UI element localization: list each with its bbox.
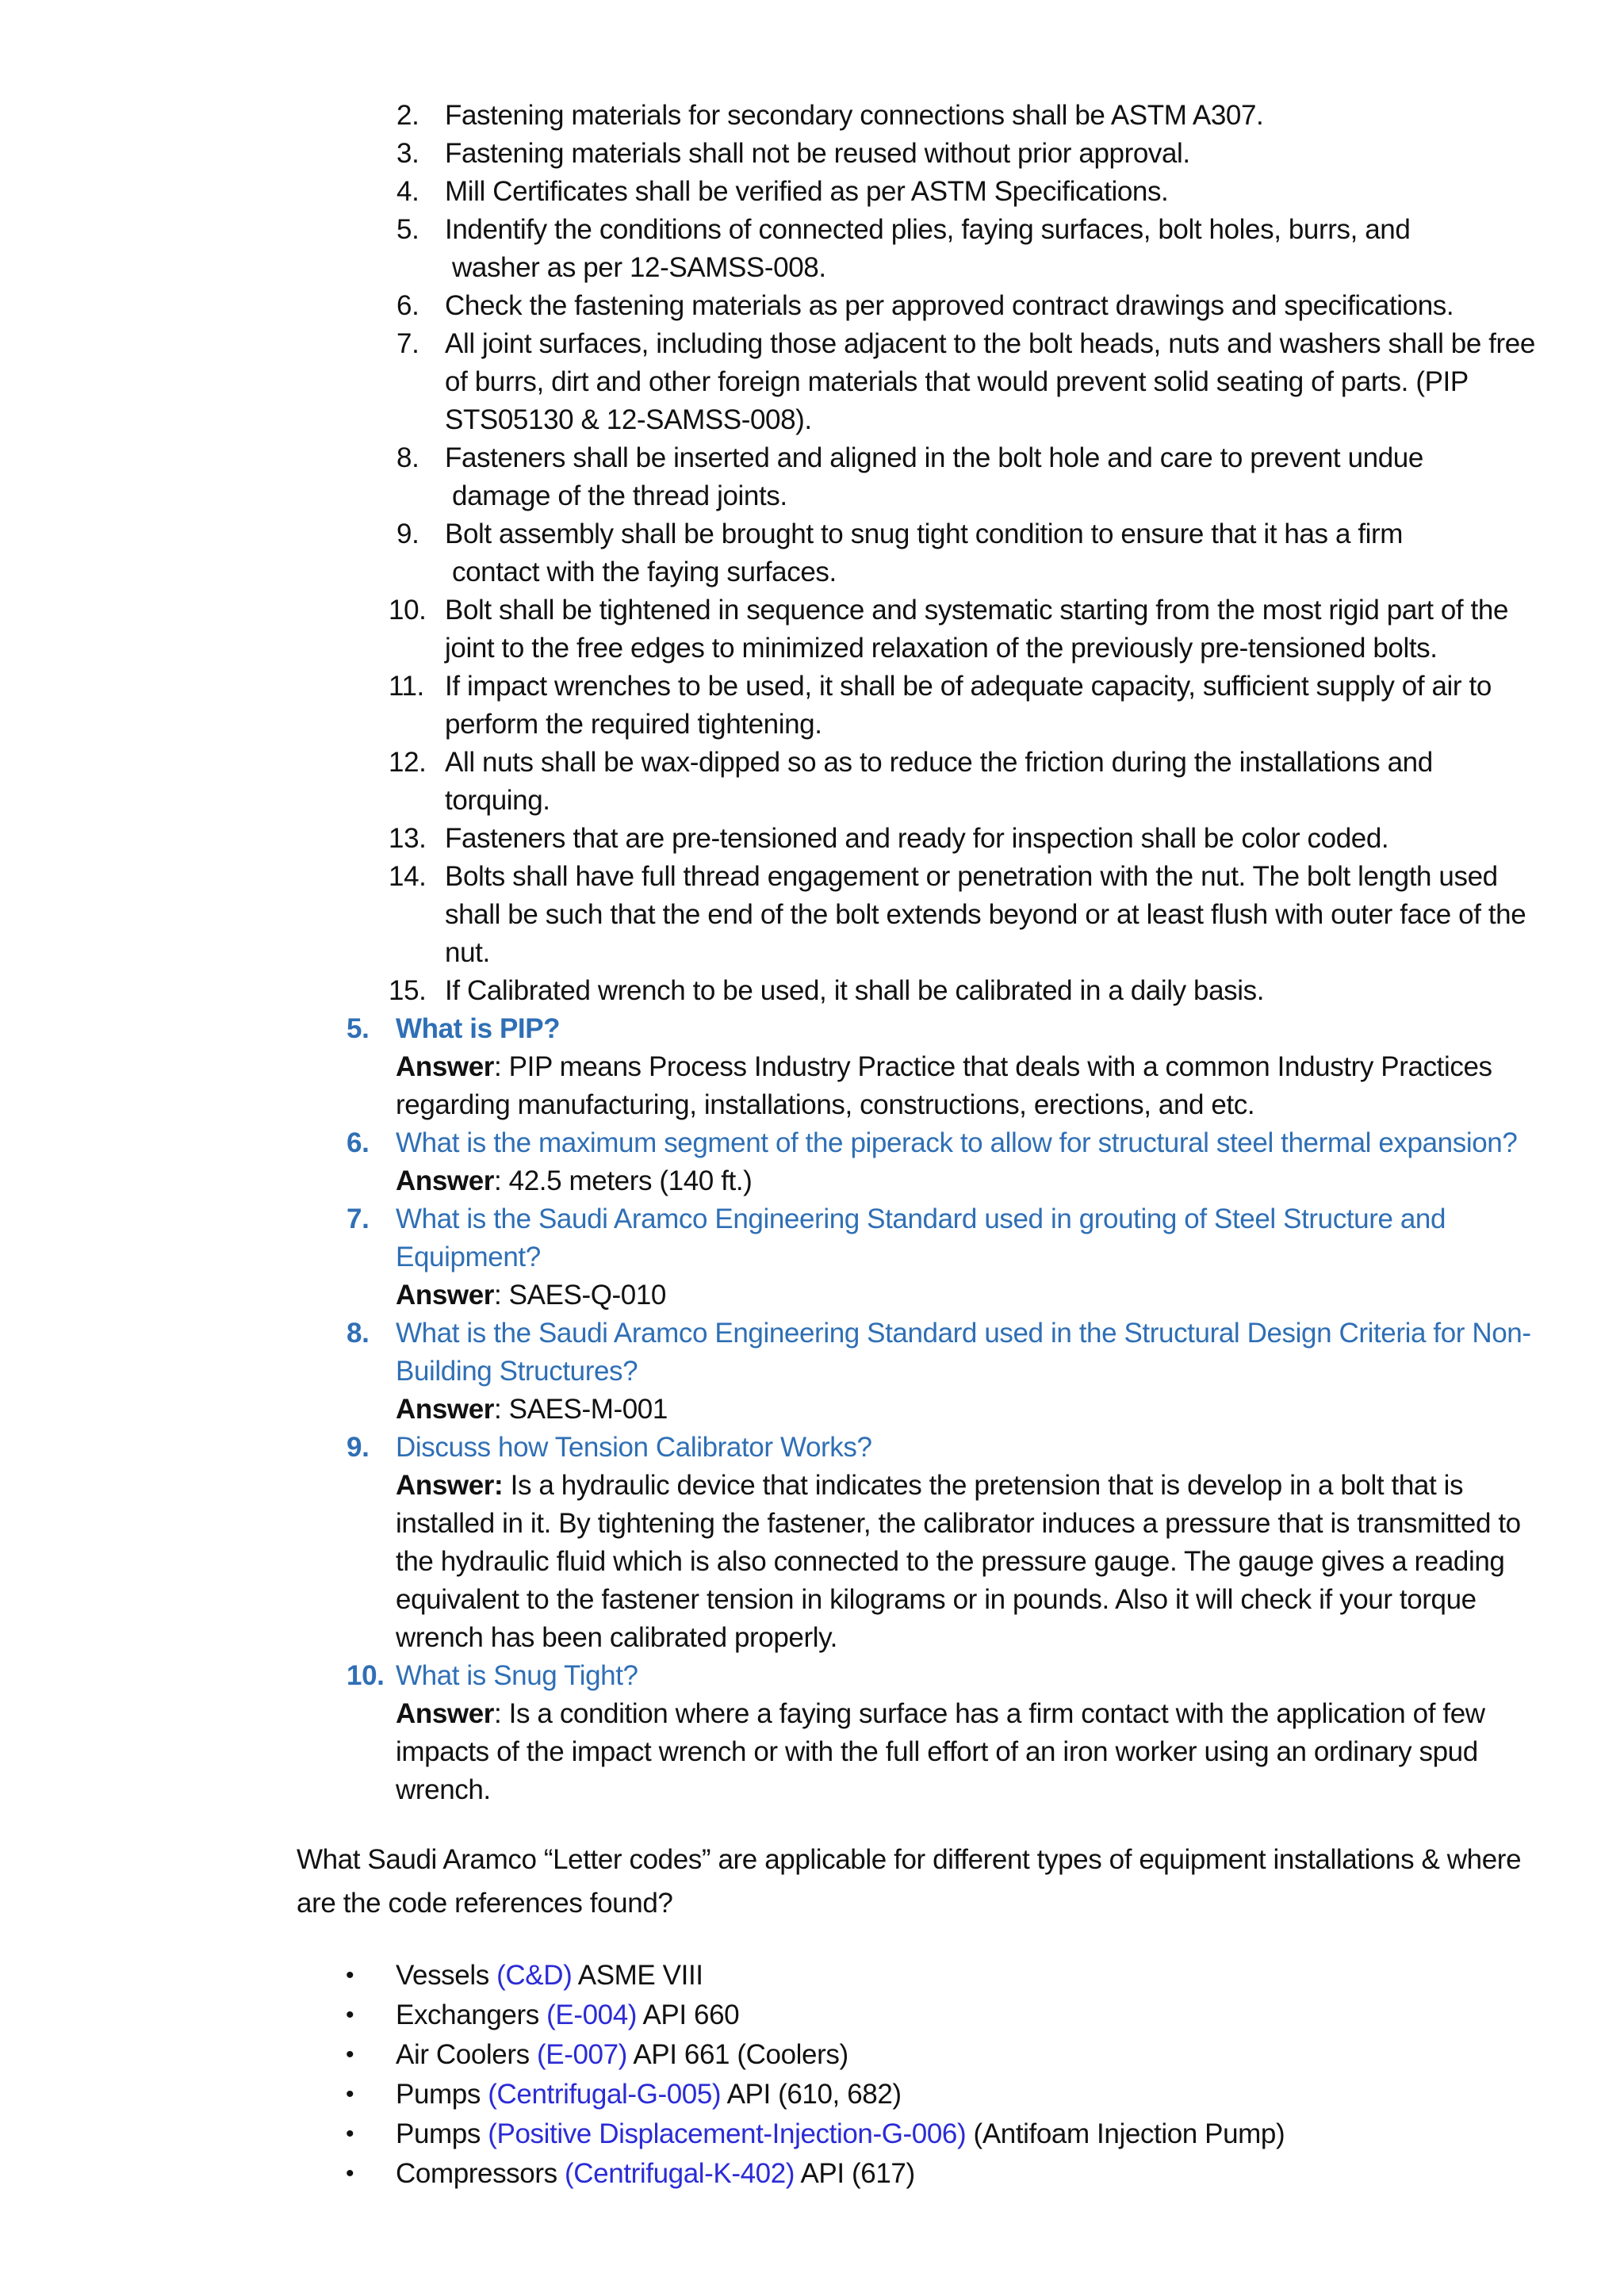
answer-text: Answer: PIP means Process Industry Practice that deals with a common Industry Practices — [396, 1051, 1492, 1082]
bullet-icon: • — [346, 1962, 354, 1988]
answer-text: Answer: Is a hydraulic device that indicates the pretension that is develop in a bolt that is — [396, 1470, 1464, 1501]
bullet-icon: • — [346, 2160, 354, 2187]
question-text: What is the Saudi Aramco Engineering Standard used in the Structural Design Criteria for Non- — [396, 1318, 1531, 1349]
code-reference: (C&D) — [496, 1960, 573, 1991]
question-text: What is Snug Tight? — [396, 1660, 638, 1691]
question-text: What is PIP? — [396, 1013, 561, 1044]
code-reference: (E-007) — [537, 2039, 627, 2070]
answer-text: Answer: SAES-Q-010 — [396, 1280, 666, 1311]
bullet-icon: • — [346, 2002, 354, 2028]
code-reference: (E-004) — [546, 1999, 638, 2030]
question-text: Discuss how Tension Calibrator Works? — [396, 1432, 872, 1463]
document-page: 2. Fastening materials for secondary connections shall be ASTM A307. 3. Fastening materials shall not be reused without prior approval. 4. Mill Certificates shall be verified as per ASTM Specifications. 5. Indentify the conditions of connected plies, faying surfaces, bolt holes, burrs, and washer as per 12-SAMSS-008. 6. Check the fastening materials as per approved contract drawings and specifications. 7. All joint surfaces, including those adjacent to the bolt heads, nuts and washers shall be free of burrs, dirt and other foreign materials that would prevent solid seating of parts. (PIP STS05130 & 12-SAMSS-008). 8. Fasteners shall be inserted and aligned in the bolt hole and care to prevent undue damage of the thread joints. 9. Bolt assembly shall be brought to snug tight condition to ensure that it has a firm contact with the faying surfaces. 10. Bolt shall be tightened in sequence and systematic starting from the most rigid part of the joint to the free edges to minimized relaxation of the previously pre-tensioned bolts. 11. If impact wrenches to be used, it shall be of adequate capacity, sufficient supply of air to perform the required tightening. 12. All nuts shall be wax-dipped so as to reduce the friction during the installations and torquing. 13. Fasteners that are pre-tensioned and ready for inspection shall be color coded. 14. Bolts shall have full thread engagement or penetration with the nut. The bolt length used shall be such that the end of the bolt extends beyond or at least flush with outer face of the nut. 15. If Calibrated wrench to be used, it shall be calibrated in a daily basis. 5. What is PIP? Answer: PIP means Process Industry Practice that deals with a common Industry Practices regarding manufacturing, installations, constructions, erections, and etc. 6. What is the maximum segment of the piperack to allow for structural steel thermal expansion? Answer: 42.5 meters (140 ft.) 7. What is the Saudi Aramco Engineering Standard used in grouting of Steel Structure and Equipment? Answer: SAES-Q-010 8. What is the Saudi Aramco Engineering Standard used in the Structural Design Criteria for Non- Building Structures? Answer: SAES-M-001 9. Discuss how Tension Calibrator Works? Answer: Is a hydraulic device that indicates the pretension that is develop in a bolt that is installed in it. By tightening the fastener, the calibrator induces a pressure that is transmitted to the hydraulic fluid which is also connected to the pressure gauge. The gauge gives a reading equivalent to the fastener tension in kilograms or in pounds. Also it will check if your torque wrench has been calibrated properly. 10. What is Snug Tight? Answer: Is a condition where a faying surface has a firm contact with the application of few impacts of the impact wrench or with the full effort of an iron worker using an ordinary spud wrench. What Saudi Aramco “Letter codes” are applicable for different types of equipment installations & where are the code references found? • Vessels (C&D) ASME VIII • Exchangers (E-004) API 660 • Air Coolers (E-007) API 661 (Coolers) • Pumps (Centrifugal-G-005) API (610, 682) • Pumps (Positive Displacement-Injection-G-006) (Antifoam Injection Pump) • Compressors (Centrifugal-K-402) API (617) — [0, 0, 1624, 2296]
answer-text: Answer: SAES-M-001 — [396, 1394, 668, 1425]
question-text: What is the maximum segment of the piperack to allow for structural steel thermal expansion? — [396, 1127, 1518, 1158]
bullet-icon: • — [346, 2042, 354, 2068]
code-reference: (Centrifugal-K-402) — [565, 2158, 795, 2189]
question-text: What is the Saudi Aramco Engineering Standard used in grouting of Steel Structure and — [396, 1203, 1446, 1234]
code-reference: (Positive Displacement-Injection-G-006) — [488, 2118, 967, 2149]
bullet-icon: • — [346, 2121, 354, 2147]
bullet-icon: • — [346, 2081, 354, 2107]
answer-text: Answer: 42.5 meters (140 ft.) — [396, 1165, 753, 1196]
answer-text: Answer: Is a condition where a faying surface has a firm contact with the application of few — [396, 1698, 1485, 1729]
code-reference: (Centrifugal-G-005) — [488, 2079, 722, 2110]
